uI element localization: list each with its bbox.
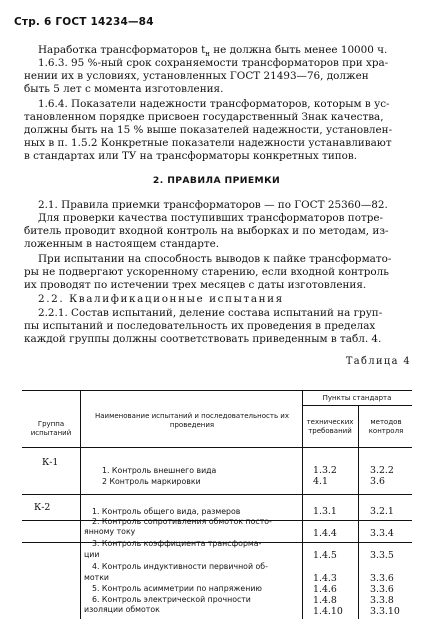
intro-line: нении их в условиях, установленных ГОСТ 21493—76, должен — [24, 70, 369, 82]
page-header: Стр. 6 ГОСТ 14234—84 — [14, 16, 154, 28]
body-line: ры не подвергают ускоренному старению, если входной контроль — [24, 266, 389, 278]
intro-line: должны быть на 15 % выше показателей надежности, установлен- — [24, 124, 393, 136]
tech-ref: 1.4.4 — [313, 528, 337, 539]
body-line: их проводят по истечении трех месяцев с даты изготовления. — [24, 279, 367, 291]
test-name: 2. Контроль сопротивления обмоток посто- — [92, 517, 272, 526]
intro-line: в стандартах или ТУ на трансформаторы конкретных типов. — [24, 150, 358, 162]
intro-line: ных в п. 1.5.2 Конкретные показатели надежности устанавливают — [24, 137, 392, 149]
tech-ref: 1.4.5 — [313, 550, 337, 561]
intro-line: 1.6.3. 95 %-ный срок сохраняемости трансформаторов при хра- — [38, 57, 389, 69]
method-ref: 3.6 — [370, 476, 385, 487]
test-name: 3. Контроль коэффициента трансформа- — [92, 539, 262, 548]
table-caption: Таблица 4 — [345, 356, 411, 367]
method-ref: 3.3.10 — [370, 606, 400, 617]
intro-line — [38, 44, 387, 58]
method-ref: 3.3.5 — [370, 550, 394, 561]
test-name: 1. Контроль общего вида, размеров — [92, 507, 241, 516]
tech-ref: 4.1 — [313, 476, 328, 487]
header-points: Пункты стандарта — [322, 394, 392, 402]
body-line: каждой группы должны соответствовать приведенным в табл. 4. — [24, 333, 382, 345]
method-ref: 3.3.6 — [370, 573, 394, 584]
test-name: ции — [84, 550, 100, 559]
tech-ref: 1.3.1 — [313, 506, 337, 517]
header-tech: технических требований — [306, 418, 354, 435]
test-name: 5. Контроль асимметрии по напряжению — [92, 584, 262, 593]
test-name: янному току — [84, 527, 136, 536]
tech-ref: 1.4.3 — [313, 573, 337, 584]
tech-ref: 1.3.2 — [313, 465, 337, 476]
table-4 — [22, 390, 412, 619]
tech-ref: 1.4.8 — [313, 595, 337, 606]
table-col-divider — [358, 405, 359, 619]
intro-line: быть 5 лет с момента изготовления. — [24, 83, 224, 95]
intro-text: Наработка трансформаторов t — [38, 44, 206, 56]
tech-ref: 1.4.6 — [313, 584, 337, 595]
header-method: методов контроля — [368, 418, 404, 435]
tech-ref: 1.4.10 — [313, 606, 343, 617]
header-name: Наименование испытаний и последовательность их проведения — [94, 412, 289, 429]
intro-line: тановленном порядке присвоен государственный Знак качества, — [24, 111, 384, 123]
body-line: битель проводит входной контроль на выборках и по методам, из- — [24, 225, 389, 237]
body-line: Для проверки качества поступивших трансформаторов потре- — [38, 212, 384, 224]
method-ref: 3.2.1 — [370, 506, 394, 517]
section-title: 2. ПРАВИЛА ПРИЕМКИ — [152, 175, 281, 186]
method-ref: 3.2.2 — [370, 465, 394, 476]
test-name: мотки — [84, 573, 109, 582]
test-name: 6. Контроль электрической прочности — [92, 595, 251, 604]
method-ref: 3.3.4 — [370, 528, 394, 539]
test-name: 4. Контроль индуктивности первичной об- — [92, 562, 268, 571]
body-line: 2.1. Правила приемки трансформаторов — по ГОСТ 25360—82. — [38, 199, 388, 211]
table-row-divider — [22, 494, 412, 495]
body-line: При испытании на способность выводов к пайке трансформато- — [38, 253, 392, 265]
table-col-divider — [302, 390, 303, 619]
intro-line: 1.6.4. Показатели надежности трансформаторов, которым в ус- — [38, 98, 390, 110]
body-line: ложенным в настоящем стандарте. — [24, 238, 220, 250]
body-line: 2.2. Квалификационные испытания — [38, 293, 284, 305]
header-group: Группа испытаний — [30, 420, 72, 437]
method-ref: 3.3.8 — [370, 595, 394, 606]
intro-text: не должна быть менее 10000 ч. — [209, 44, 388, 56]
subscript: н — [205, 50, 210, 59]
group-label: К-1 — [42, 457, 59, 468]
method-ref: 3.3.6 — [370, 584, 394, 595]
test-name: 1. Контроль внешнего вида — [102, 466, 217, 475]
test-name: 2 Контроль маркировки — [102, 477, 201, 486]
group-label: К-2 — [34, 502, 51, 513]
test-name: изоляции обмоток — [84, 605, 160, 614]
table-col-divider — [80, 390, 81, 619]
body-line: 2.2.1. Состав испытаний, деление состава испытаний на груп- — [38, 307, 383, 319]
body-line: пы испытаний и последовательность их проведения в пределах — [24, 320, 376, 332]
table-subheader-line — [302, 405, 412, 406]
